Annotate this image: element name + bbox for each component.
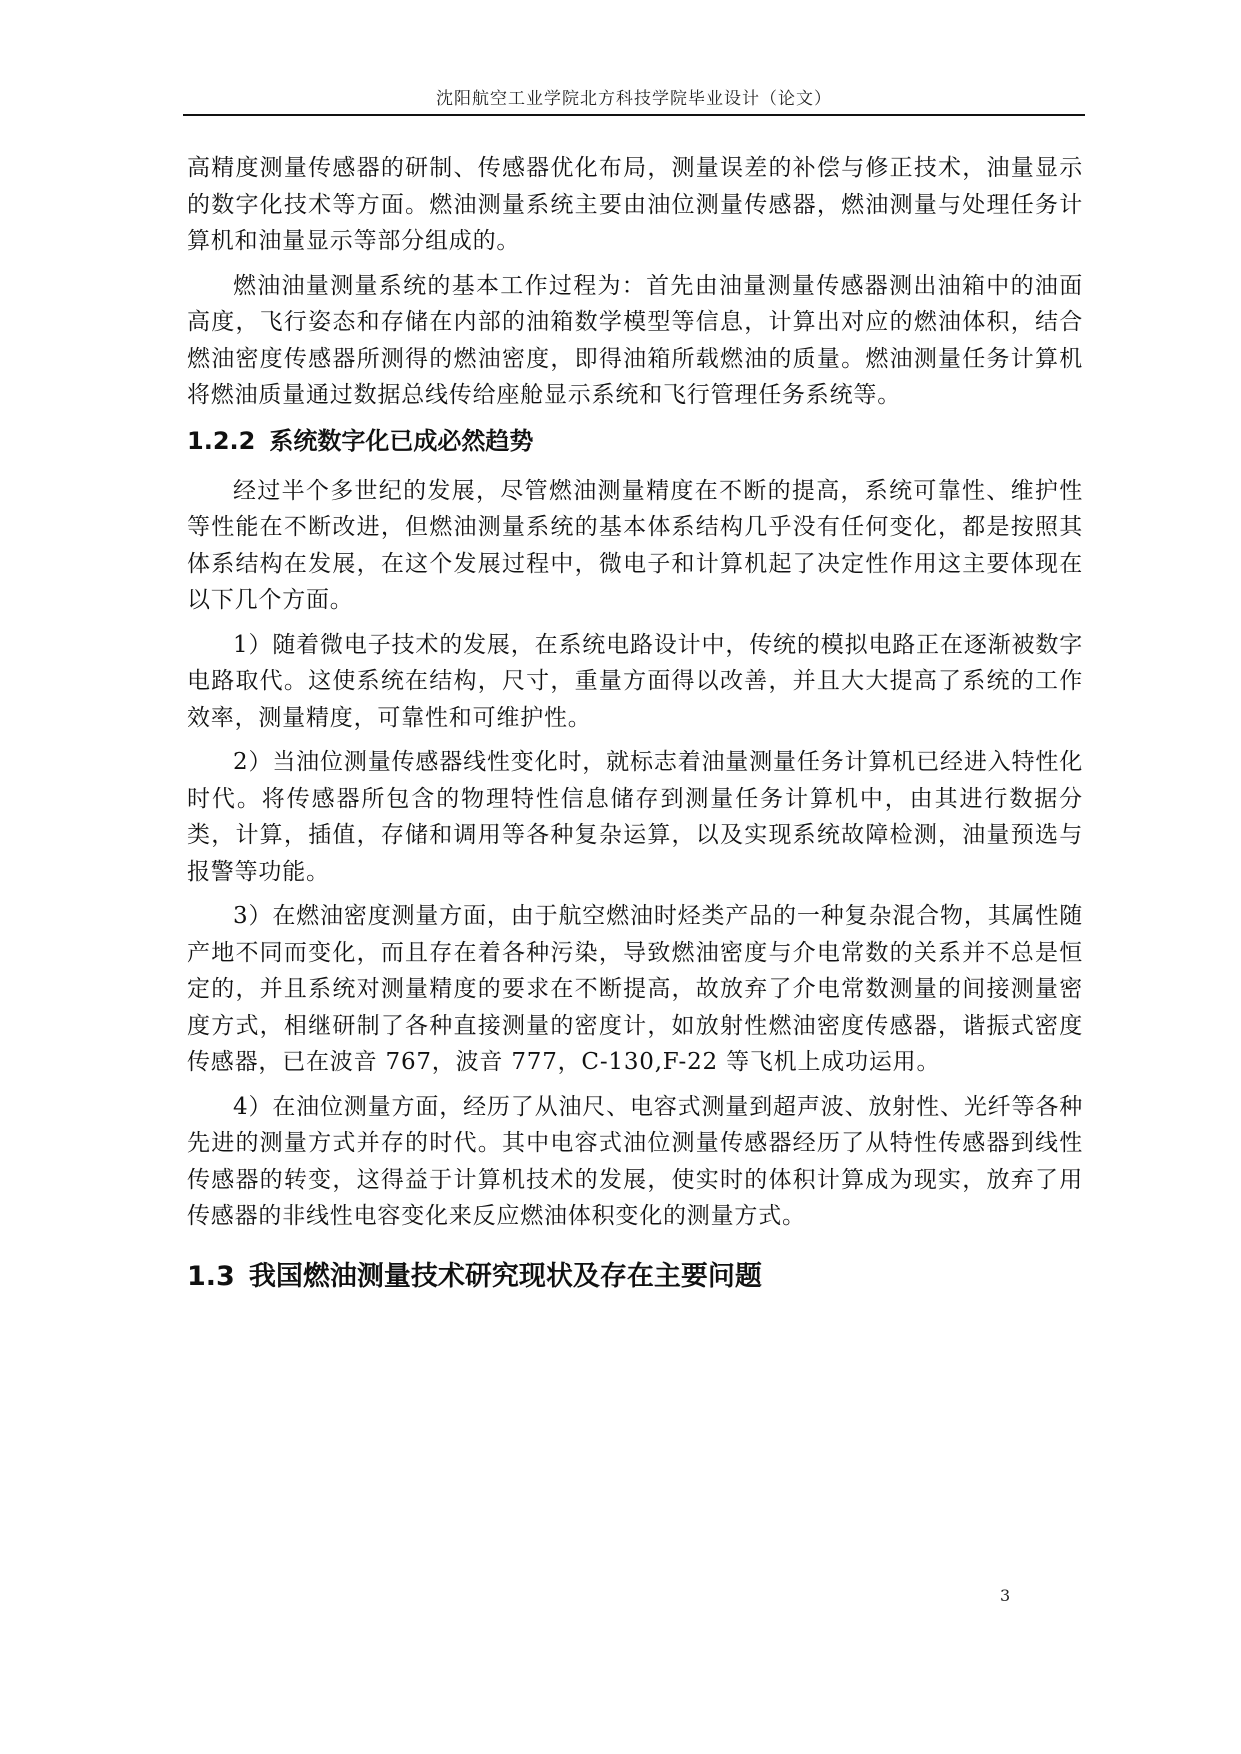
section-heading-1-3 — [187, 1257, 1083, 1297]
list-item-2: 2）当油位测量传感器线性变化时，就标志着油量测量任务计算机已经进入特性化时代。将传感器所包含的物理特性信息储存到测量任务计算机中，由其进行数据分类，计算，插值，存储和调用等各种复杂运算，以及实现系统故障检测，油量预选与报警等功能。 — [187, 749, 1083, 885]
paragraph-development-overview: 经过半个多世纪的发展，尽管燃油测量精度在不断的提高，系统可靠性、维护性等性能在不断改进，但燃油测量系统的基本体系结构几乎没有任何变化，都是按照其体系结构在发展，在这个发展过程中，微电子和计算机起了决定性作用这主要体现在以下几个方面。 — [187, 477, 1083, 613]
page-number: 3 — [1000, 1586, 1011, 1605]
section-number: 1.3 — [187, 1260, 235, 1292]
section-title: 系统数字化已成必然趋势 — [269, 426, 534, 455]
list-item-1: 1）随着微电子技术的发展，在系统电路设计中，传统的模拟电路正在逐渐被数字电路取代。这使系统在结构，尺寸，重量方面得以改善，并且大大提高了系统的工作效率，测量精度，可靠性和可维护性。 — [187, 631, 1083, 731]
paragraph-measurement-process: 燃油油量测量系统的基本工作过程为：首先由油量测量传感器测出油箱中的油面高度，飞行姿态和存储在内部的油箱数学模型等信息，计算出对应的燃油体积，结合燃油密度传感器所测得的燃油密度，即得油箱所载燃油的质量。燃油测量任务计算机将燃油质量通过数据总线传给座舱显示系统和飞行管理任务系统等。 — [187, 272, 1083, 408]
section-title: 我国燃油测量技术研究现状及存在主要问题 — [248, 1260, 762, 1292]
section-number: 1.2.2 — [187, 426, 256, 455]
paragraph-continued: 高精度测量传感器的研制、传感器优化布局，测量误差的补偿与修正技术，油量显示的数字化技术等方面。燃油测量系统主要由油位测量传感器，燃油测量与处理任务计算机和油量显示等部分组成的。 — [187, 155, 1083, 254]
list-item-4: 4）在油位测量方面，经历了从油尺、电容式测量到超声波、放射性、光纤等各种先进的测量方式并存的时代。其中电容式油位测量传感器经历了从特性传感器到线性传感器的转变，这得益于计算机技术的发展，使实时的体积计算成为现实，放弃了用传感器的非线性电容变化来反应燃油体积变化的测量方式。 — [187, 1093, 1083, 1229]
header-divider — [183, 114, 1085, 116]
page-body — [187, 150, 1083, 1297]
list-item-3: 3）在燃油密度测量方面，由于航空燃油时烃类产品的一种复杂混合物，其属性随产地不同而变化，而且存在着各种污染，导致燃油密度与介电常数的关系并不总是恒定的，并且系统对测量精度的要求在不断提高，故放弃了介电常数测量的间接测量密度方式，相继研制了各种直接测量的密度计，如放射性燃油密度传感器，谐振式密度传感器，已在波音 767，波音 777，C-130,F-22 等飞机上成功运用。 — [187, 903, 1083, 1075]
page-header-title: 沈阳航空工业学院北方科技学院毕业设计（论文） — [436, 89, 832, 109]
section-heading-1-2-2 — [187, 423, 1083, 459]
